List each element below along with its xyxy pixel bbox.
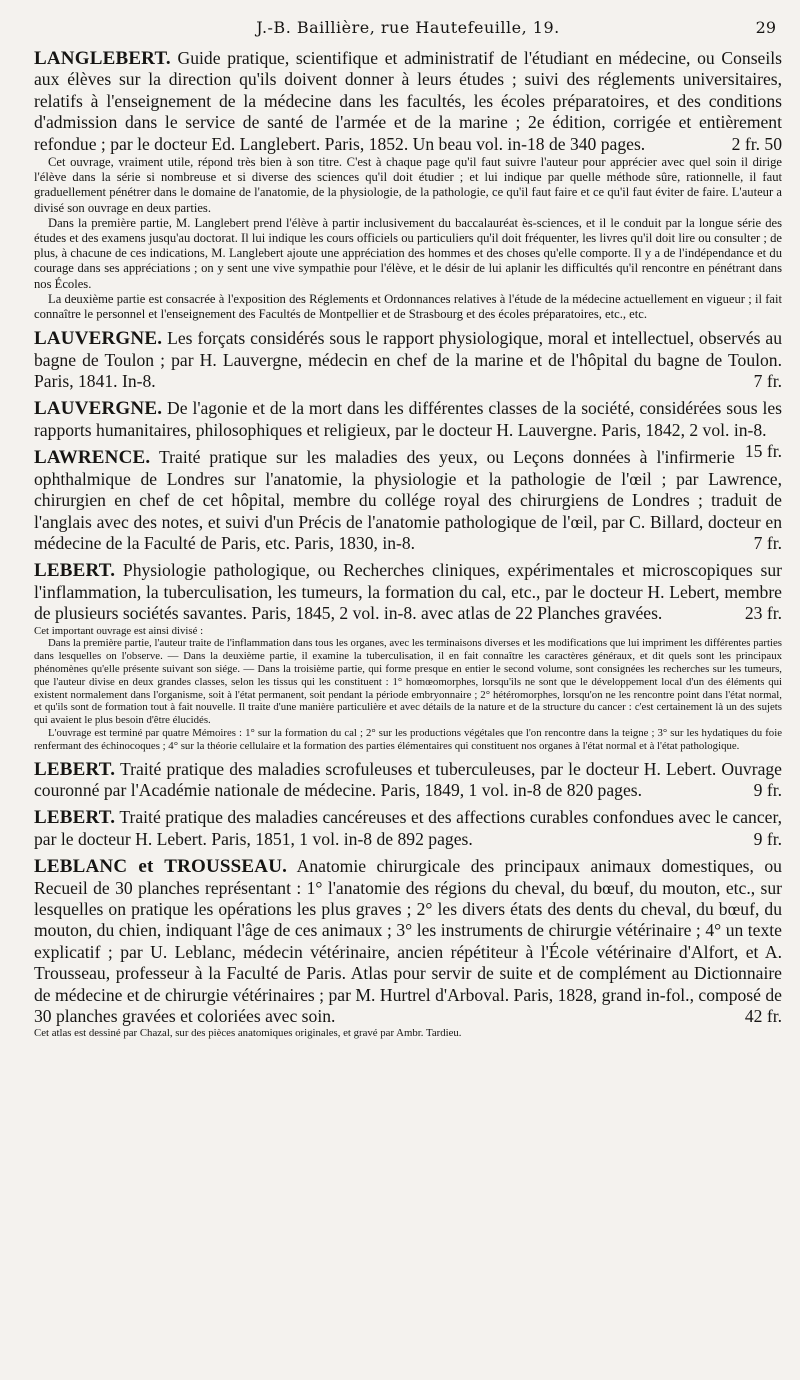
- entry-note: Cet atlas est dessiné par Chazal, sur des pièces anatomiques originales, et gravé par Ambr. Tardieu.: [34, 1027, 462, 1040]
- entry-body: Traité pratique sur les maladies des yeux, ou Leçons données à l'infirmerie ophthalmique de Londres sur l'anatomie, la physiologie et la pathologie de l'œil ; par Lawrence, chirurgien en chef de cet hôpital, membre du collége royal des chirurgiens de Londres ; traduit de l'anglais avec des notes, et suivi d'un Précis de l'anatomie pathologique de l'œil, par C. Billard, docteur en médecine de la Faculté de Paris, etc. Paris, 1830, in-8.: [34, 447, 782, 553]
- catalogue-entry: [34, 447, 782, 554]
- entry-author: LAWRENCE.: [34, 447, 151, 469]
- entry-author: LEBERT.: [34, 758, 116, 780]
- catalogue-entry: [34, 560, 782, 752]
- running-head-title: J.-B. Baillière, rue Hautefeuille, 19.: [256, 18, 560, 37]
- entry-author: LEBERT.: [34, 560, 116, 582]
- entry-note: Cet important ouvrage est ainsi divisé :: [34, 624, 204, 637]
- entry-note: Dans la première partie, M. Langlebert prend l'élève à partir inclusivement du baccalauréat ès-sciences, et il le conduit par la longue série des études et des examens jusqu'au doctorat. Il lui indique les cours officiels ou particuliers qu'il doit fréquenter, les livres qu'il doit lire ou consulter ; de plus, à chacune de ces indications, M. Langlebert ajoute une appréciation des hommes et des choses qu'elle comporte. Il y a de l'indépendance et du courage dans ses appréciations ; on y sent une vive sympathie pour l'élève, et le désir de lui aplanir les difficultés qu'il rencontre en pénétrant dans nos Écoles.: [34, 215, 782, 291]
- catalogue-entry: [34, 48, 782, 322]
- entry-price: 15 fr.: [744, 441, 782, 462]
- entry-main: [34, 447, 782, 554]
- entry-price: 23 fr.: [744, 603, 782, 624]
- entry-note: La deuxième partie est consacrée à l'exposition des Réglements et Ordonnances relatives à l'étude de la médecine actuellement en vigueur ; il fait connaître le personnel et l'enseignement des Facultés de Montpellier et de Strasbourg et des écoles préparatoires, etc., etc.: [34, 291, 782, 322]
- entry-author: LAUVERGNE.: [34, 328, 163, 350]
- entry-note: Dans la première partie, l'auteur traite de l'inflammation dans tous les organes, avec les terminaisons diverses et les modifications que lui impriment les différentes parties dans lesquelles on l'observe. — Dans la deuxième partie, il examine la tuberculisation, il en fait connaître les caractères généraux, et dit quels sont les principaux phénomènes qu'elle présente suivant son siége. — Dans la troisième partie, qui forme presque en entier le second volume, sont consignées les recherches sur les tumeurs, que l'auteur divise en deux grandes classes, selon les tissus qui les constituent : 1° homœomorphes, lorsqu'ils ne sont que le développement local d'un des éléments qui existent normalement dans l'organisme, soit à l'état permanent, soit pendant la période embryonnaire ; 2° hétéromorphes, lorsqu'on ne les rencontre point dans l'état normal, et qu'ils sont de formation tout à fait nouvelle. Il traite d'une manière particulière et avec détails de la nature et de la structure du cancer : c'est certainement là un des sujets qui avaient le plus besoin d'être élucidés.: [34, 637, 782, 727]
- entry-list: [34, 48, 782, 1040]
- entry-main: [34, 560, 782, 624]
- entry-body: Traité pratique des maladies scrofuleuses et tuberculeuses, par le docteur H. Lebert. Ouvrage couronné par l'Académie nationale de médecine. Paris, 1849, 1 vol. in-8 de 820 pages.: [34, 758, 782, 800]
- entry-body: Anatomie chirurgicale des principaux animaux domestiques, ou Recueil de 30 planches représentant : 1° l'anatomie des régions du cheval, du bœuf, du mouton, etc., sur lesquelles on pratique les opérations les plus graves ; 2° les divers états des dents du cheval, du bœuf, du mouton, du chien, indiquant l'âge de ces animaux ; 3° les instruments de chirurgie vétérinaire ; 4° un texte explicatif ; par U. Leblanc, médecin vétérinaire, ancien répétiteur à l'École vétérinaire d'Alfort, et A. Trousseau, professeur à la Faculté de Paris. Atlas pour servir de suite et de complément au Dictionnaire de médecine et de chirurgie vétérinaires ; par M. Hurtrel d'Arboval. Paris, 1828, grand in-fol., composé de 30 planches gravées et coloriées avec soin.: [34, 856, 782, 1026]
- entry-price: 42 fr.: [744, 1005, 782, 1026]
- entry-price: 9 fr.: [753, 828, 782, 849]
- entry-main: [34, 856, 782, 1027]
- entry-price: 2 fr. 50: [731, 133, 782, 154]
- catalogue-entry: [34, 856, 782, 1040]
- entry-main: [34, 328, 782, 392]
- entry-price: 9 fr.: [753, 779, 782, 800]
- entry-price: 7 fr.: [753, 532, 782, 553]
- page-number: 29: [755, 18, 776, 37]
- entry-body: Physiologie pathologique, ou Recherches cliniques, expérimentales et microscopiques sur l'inflammation, la tuberculisation, les tumeurs, la formation du cal, etc., par le docteur H. Lebert, membre de plusieurs sociétés savantes. Paris, 1845, 2 vol. in-8. avec atlas de 22 Planches gravées.: [34, 560, 782, 624]
- entry-author: LAUVERGNE.: [34, 398, 163, 420]
- entry-main: [34, 48, 782, 155]
- entry-note: Cet ouvrage, vraiment utile, répond très bien à son titre. C'est à chaque page qu'il faut suivre l'auteur pour apprécier avec quel soin il dirige l'élève dans la série si nombreuse et si diverse des sciences qu'il doit étudier ; et lui indique par quelle méthode sûre, rationnelle, il faut graduellement pénétrer dans le domaine de l'anatomie, de la physiologie, de la pathologie, ce qu'il faut faire et ce qu'il faut éviter de faire. L'auteur a divisé son ouvrage en deux parties.: [34, 155, 782, 215]
- entry-price: 7 fr.: [753, 371, 782, 392]
- entry-body: Traité pratique des maladies cancéreuses et des affections curables confondues avec le cancer, par le docteur H. Lebert. Paris, 1851, 1 vol. in-8 de 892 pages.: [34, 807, 782, 849]
- entry-note: L'ouvrage est terminé par quatre Mémoires : 1° sur la formation du cal ; 2° sur les productions végétales que l'on rencontre dans la teigne ; 3° sur les hydatiques du foie renfermant des échinocoques ; 4° sur la théorie cellulaire et la formation des parties élémentaires qui constituent nos organes à l'état normal et à l'état pathologique.: [34, 726, 782, 752]
- entry-author: LEBERT.: [34, 807, 116, 829]
- entry-main: [34, 807, 782, 850]
- entry-body: Les forçats considérés sous le rapport physiologique, moral et intellectuel, observés au bagne de Toulon ; par H. Lauvergne, médecin en chef de la marine et de l'hôpital du bagne de Toulon. Paris, 1841. In-8.: [34, 328, 782, 392]
- entry-body: De l'agonie et de la mort dans les différentes classes de la société, considérées sous les rapports humanitaires, philosophiques et religieux, par le docteur H. Lauvergne. Paris, 1842, 2 vol. in-8.: [34, 398, 782, 440]
- entry-body: Guide pratique, scientifique et administratif de l'étudiant en médecine, ou Conseils aux élèves sur la direction qu'ils doivent donner à leurs études ; suivi des réglements universitaires, relatifs à l'enseignement de la médecine dans les facultés, les écoles préparatoires, et des conditions d'admission dans le service de santé de l'armée et de la marine ; 2e édition, corrigée et entièrement refondue ; par le docteur Ed. Langlebert. Paris, 1852. Un beau vol. in-18 de 340 pages.: [34, 48, 782, 154]
- running-head: [34, 12, 782, 48]
- catalogue-entry: [34, 807, 782, 850]
- entry-main: [34, 759, 782, 802]
- catalogue-entry: [34, 328, 782, 392]
- catalogue-entry: [34, 759, 782, 802]
- entry-author: LANGLEBERT.: [34, 48, 171, 69]
- entry-author: LEBLANC et TROUSSEAU.: [34, 856, 288, 878]
